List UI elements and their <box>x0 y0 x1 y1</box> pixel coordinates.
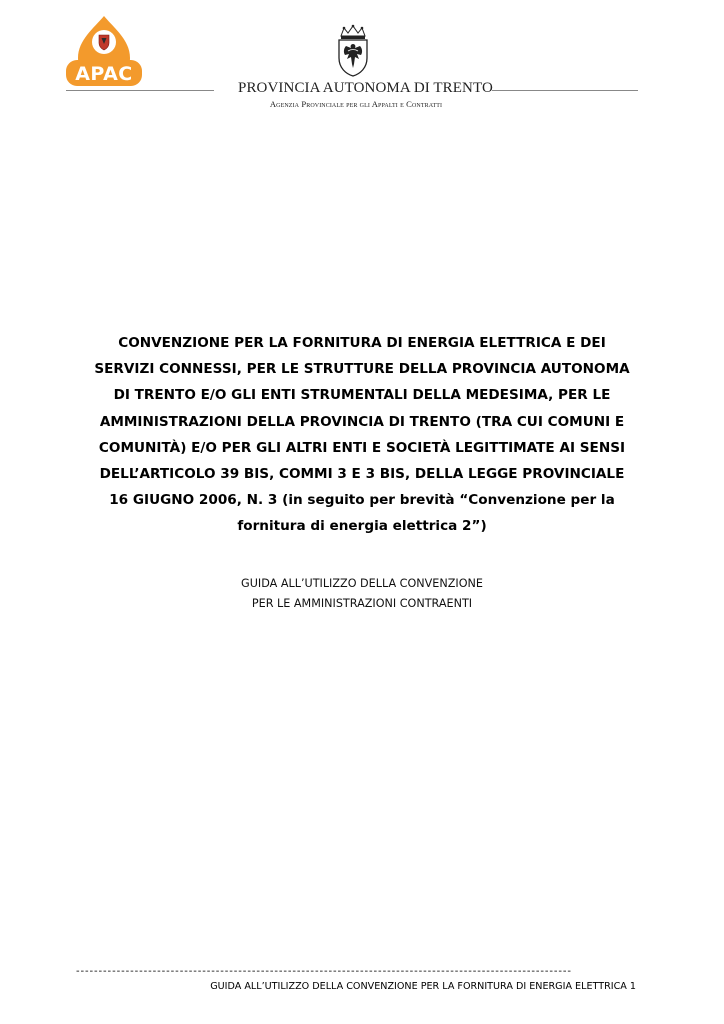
guide-subtitle <box>60 574 664 613</box>
guide-line: PER LE AMMINISTRAZIONI CONTRAENTI <box>251 596 473 610</box>
agency-subtitle: Agenzia Provinciale per gli Appalti e Contratti <box>269 99 443 109</box>
apac-logo-text: APAC <box>75 63 133 85</box>
guide-line: GUIDA ALL’UTILIZZO DELLA CONVENZIONE <box>241 577 483 590</box>
title-line: 16 GIUGNO 2006, N. 3 (in seguito per brevità “Convenzione per la <box>109 492 615 509</box>
footer-text: GUIDA ALL’UTILIZZO DELLA CONVENZIONE PER LA FORNITURA DI ENERGIA ELETTRICA 1 <box>210 981 636 992</box>
document-title <box>60 330 664 540</box>
footer-separator: -------------------------------------------------------------------------------------------------------------- <box>76 966 572 977</box>
title-line: COMUNITÀ) E/O PER GLI ALTRI ENTI E SOCIETÀ LEGITTIMATE AI SENSI <box>98 439 626 456</box>
title-line: AMMINISTRAZIONI DELLA PROVINCIA DI TRENTO (TRA CUI COMUNI E <box>99 413 625 430</box>
province-title: PROVINCIA AUTONOMA DI TRENTO <box>238 80 493 96</box>
apac-logo-graphic <box>64 14 144 90</box>
title-line: DELL’ARTICOLO 39 BIS, COMMI 3 E 3 BIS, DELLA LEGGE PROVINCIALE <box>99 466 625 483</box>
title-line: SERVIZI CONNESSI, PER LE STRUTTURE DELLA PROVINCIA AUTONOMA <box>94 361 630 378</box>
header-rule-left <box>66 90 214 91</box>
title-line: fornitura di energia elettrica 2”) <box>237 518 487 535</box>
province-crest <box>334 24 372 78</box>
title-line: CONVENZIONE PER LA FORNITURA DI ENERGIA ELETTRICA E DEI <box>118 335 606 351</box>
header-rule-right <box>492 90 638 91</box>
apac-logo <box>64 14 144 90</box>
title-line: DI TRENTO E/O GLI ENTI STRUMENTALI DELLA MEDESIMA, PER LE <box>113 387 611 404</box>
